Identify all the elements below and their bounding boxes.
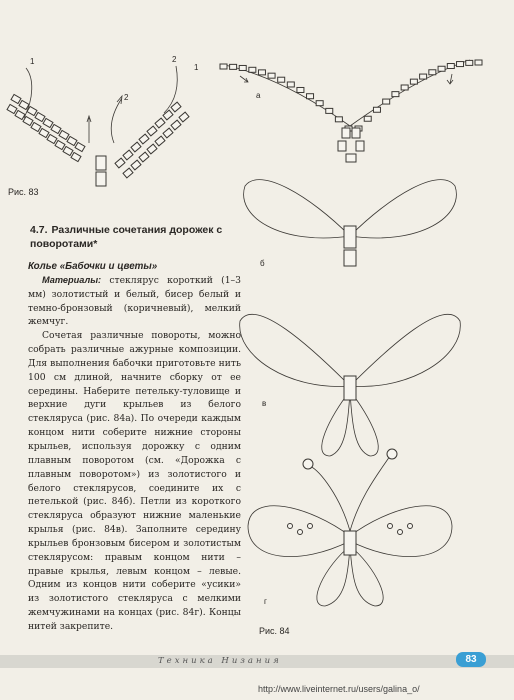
figure-84-caption: Рис. 84 <box>259 626 290 636</box>
bead-a-right-4 <box>438 66 445 71</box>
fig84-label-g: г <box>264 597 267 606</box>
bead-a-right-12 <box>364 116 371 121</box>
bead-a-right-0 <box>475 60 482 65</box>
bead-a-left-12 <box>335 117 342 122</box>
bead-a-left-6 <box>278 77 285 82</box>
bead-a-left-7 <box>287 82 294 87</box>
fig84-b-wings <box>244 180 457 266</box>
bead-a-left-1 <box>230 64 237 69</box>
bead-a-left-4 <box>258 70 265 75</box>
fig84-label-a: а <box>256 91 261 100</box>
figure-83-diagram <box>4 48 204 188</box>
fig83-center-clasp <box>87 96 122 186</box>
bead-a-right-8 <box>401 85 408 90</box>
bead-a-right-9 <box>392 92 399 97</box>
fig84-c-wings <box>240 314 461 456</box>
fig83-label-2-center: 2 <box>124 93 129 102</box>
article-body: Сочетая различные повороты, можно собрать различные ажурные композиции. Для выполнения бабочки приготовьте нить 100 см длиной, начните сборку от ее середины. Наберите петельку-туловище и верхние дуги крыльев из белого стекляруса (рис. 84а). По очереди каждым концом нити соберите нижние стороны крыльев, используя дорожку с одним плавным поворотом (см. «Дорожка с плавным поворотом») из золотистого и белого стеклярусов, соедините их с петелькой (рис. 84б). Петли из короткого стекляруса образуют нижние маленькие крылья (рис. 84в). Заполните середину крыльев бронзовым бисером и золотистым стеклярусом: правым концом нити – правые крылья, левым концом – левые. Одним из концов нити соберите «усики» из золотистого стекляруса с мелкими жемчужинами на концах (рис. 84г). Концы нитей закрепите. <box>28 330 241 632</box>
bead-a-left-0 <box>220 64 227 69</box>
bead-a-right-6 <box>420 74 427 79</box>
bead-a-right-2 <box>457 62 464 67</box>
watermark-url: http://www.liveinternet.ru/users/galina_o/ <box>258 684 420 694</box>
figure-83-caption: Рис. 83 <box>8 187 39 197</box>
materials-text: стеклярус короткий (1–3 мм) золотистый и белый, бисер белый и темно-бронзовый (коричневый), мелкий жемчуг. <box>28 274 241 328</box>
bead-a-left-3 <box>249 67 256 72</box>
running-title: Техника Низания <box>158 656 282 666</box>
materials-label: Материалы: <box>42 274 102 285</box>
bead-a-right-10 <box>383 99 390 104</box>
fig84-label-v: в <box>262 399 267 408</box>
fig83-label-1-right: 1 <box>194 63 199 72</box>
fig83-label-2-right: 2 <box>172 55 177 64</box>
bead-a-left-11 <box>326 108 333 113</box>
bead-a-right-11 <box>373 107 380 112</box>
bead-a-left-8 <box>297 87 304 92</box>
fig83-right-strip <box>115 66 189 178</box>
bead-a-right-1 <box>466 60 473 65</box>
bead-a-left-9 <box>307 94 314 99</box>
bead-a-right-3 <box>447 64 454 69</box>
bead-a-right-7 <box>410 79 417 84</box>
bead-a-left-5 <box>268 73 275 78</box>
section-number: 4.7. <box>30 224 48 236</box>
bead-a-right-5 <box>429 70 436 75</box>
fig84-d-butterfly <box>248 449 452 606</box>
bead-a-left-2 <box>239 65 246 70</box>
article-subhead: Колье «Бабочки и цветы» <box>28 261 158 272</box>
fig83-left-strip <box>7 68 85 162</box>
fig84-a-string <box>220 60 482 162</box>
bead-a-left-10 <box>316 101 323 106</box>
figure-84-diagram <box>200 46 500 646</box>
fig83-label-1-left: 1 <box>30 57 35 66</box>
page-number-badge: 83 <box>456 652 486 667</box>
fig84-label-b: б <box>260 259 265 268</box>
section-title-text: Различные сочетания дорожек с поворотами* <box>30 224 223 250</box>
